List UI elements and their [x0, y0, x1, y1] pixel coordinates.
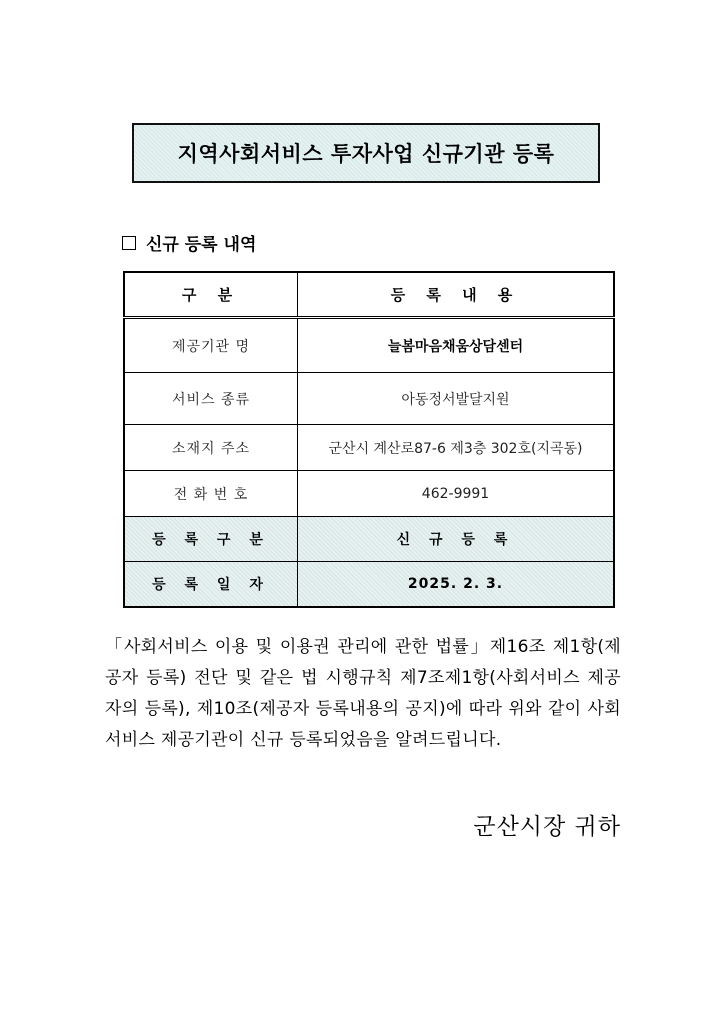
signature: 군산시장 귀하 [473, 814, 621, 840]
header-content: 등 록 내 용 [298, 272, 615, 318]
row-label-registration-type: 등 록 구 분 [124, 517, 298, 562]
row-label-registration-date: 등 록 일 자 [124, 562, 298, 607]
row-value-registration-date: 2025. 2. 3. [298, 562, 615, 607]
row-value-service-type: 아동정서발달지원 [298, 373, 615, 425]
row-value-registration-type: 신 규 등 록 [298, 517, 615, 562]
row-value-provider-name: 늘봄마음채움상담센터 [298, 318, 615, 373]
row-label-provider-name: 제공기관 명 [124, 318, 298, 373]
checkbox-icon [122, 236, 136, 250]
table-row [124, 425, 614, 471]
table-row [124, 562, 614, 607]
table-header-row [124, 272, 614, 318]
document-title-box [132, 123, 600, 183]
section-heading [122, 230, 256, 255]
table-row [124, 373, 614, 425]
notice-body-text: 「사회서비스 이용 및 이용권 관리에 관한 법률」제16조 제1항(제공자 등록) 전단 및 같은 법 시행규칙 제7조제1항(사회서비스 제공자의 등록), 제10조(제공자 등록내용의 공지)에 따라 위와 같이 사회서비스 제공기관이 신규 등록되었음을 알려드립니다. [105, 637, 621, 750]
row-value-phone: 462-9991 [298, 471, 615, 517]
document-title: 지역사회서비스 투자사업 신규기관 등록 [177, 142, 555, 166]
registration-table [123, 271, 615, 608]
row-value-address: 군산시 계산로87-6 제3층 302호(지곡동) [298, 425, 615, 471]
row-label-address: 소재지 주소 [124, 425, 298, 471]
table-row [124, 318, 614, 373]
table-row [124, 471, 614, 517]
row-label-service-type: 서비스 종류 [124, 373, 298, 425]
section-heading-text: 신규 등록 내역 [146, 235, 257, 255]
header-category: 구 분 [124, 272, 298, 318]
row-label-phone: 전 화 번 호 [124, 471, 298, 517]
table-row [124, 517, 614, 562]
